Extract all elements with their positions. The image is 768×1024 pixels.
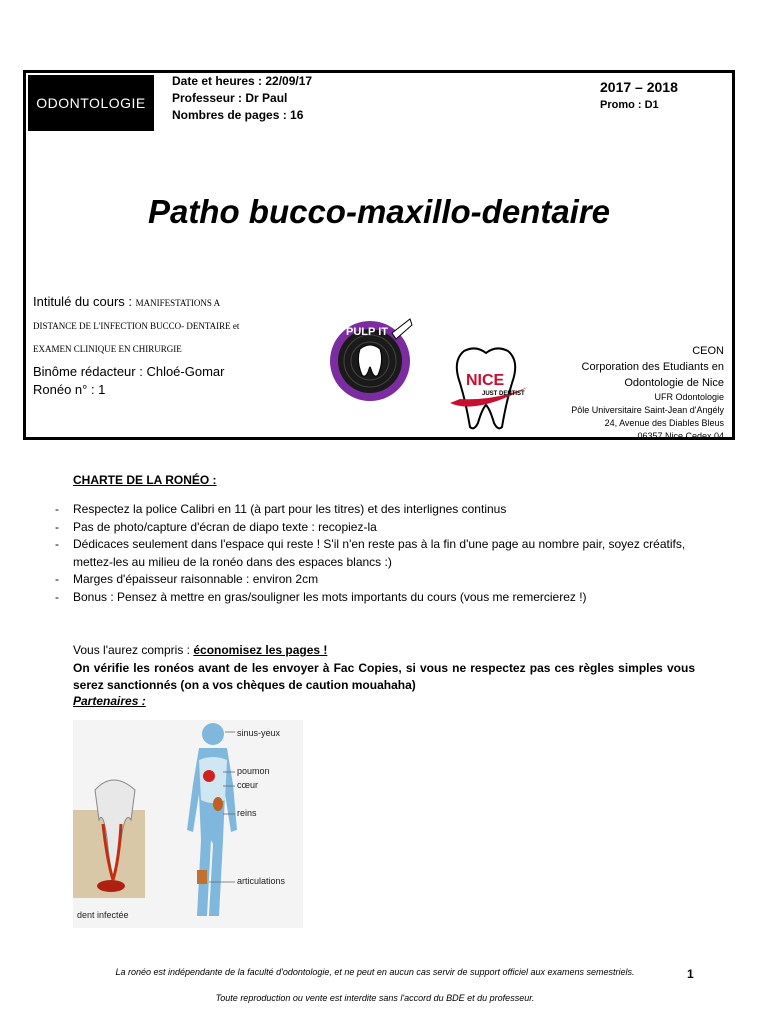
just-dentist-text: JUST DENTIST [482, 391, 525, 397]
org-line4: UFR Odontologie [654, 392, 724, 402]
org-line2: Corporation des Etudiants en [581, 361, 724, 373]
org-line3: Odontologie de Nice [624, 377, 724, 389]
org-line5: Pôle Universitaire Saint-Jean d'Angély [571, 405, 724, 415]
rule-item: - Dédicaces seulement dans l'espace qui reste ! S'il n'en reste pas à la fin d'une page au nombre pair, soyez créatifs, mettez-les au milieu de la ronéo dans des espaces blancs :) [55, 536, 695, 571]
body-illustration [73, 720, 303, 928]
roneo-line: Ronéo n° : 1 [33, 382, 106, 397]
charter-rules [55, 501, 695, 607]
org-line7: 06357 Nice Cedex 04 [637, 431, 724, 441]
rule-item: - Pas de photo/capture d'écran de diapo texte : recopiez-la [55, 519, 695, 537]
course-name-part2: DISTANCE DE L'INFECTION BUCCO- DENTAIRE [33, 321, 231, 331]
partners-heading: Partenaires : [73, 694, 146, 708]
logo-text: ODONTOLOGIE [36, 95, 146, 111]
label-joints: articulations [237, 876, 286, 886]
label-sinus-eyes: sinus-yeux [237, 728, 281, 738]
course-et: et [230, 321, 240, 331]
professor-line: Professeur : Dr Paul [172, 91, 288, 105]
label-heart: cœur [237, 780, 258, 790]
footer-disclaimer: La ronéo est indépendante de la faculté d'odontologie, et ne peut en aucun cas servir de support officiel aux examens semestriels. [115, 967, 635, 977]
promo: Promo : D1 [600, 99, 659, 111]
charter-title: CHARTE DE LA RONÉO : [73, 473, 217, 487]
heart-mark [203, 770, 215, 782]
nice-text: NICE [466, 372, 505, 389]
binome-line: Binôme rédacteur : Chloé-Gomar [33, 364, 225, 379]
footer-copyright: Toute reproduction ou vente est interdite sans l'accord du BDE et du professeur. [215, 993, 535, 1003]
header-box [23, 70, 735, 440]
course-name-part3: EXAMEN CLINIQUE EN CHIRURGIE [33, 344, 182, 354]
verification-notice: On vérifie les ronéos avant de les envoyer à Fac Copies, si vous ne respectez pas ces règles simples vous serez sanctionnés (on a vos chèques de caution mouahaha) [73, 661, 695, 692]
infection-diagram [73, 720, 303, 928]
understood-prefix: Vous l'aurez compris : [73, 643, 194, 657]
page-number: 1 [687, 967, 694, 981]
org-line1: CEON [692, 345, 724, 357]
label-infected-tooth: dent infectée [77, 910, 129, 920]
ceon-address [571, 343, 724, 443]
document-title: Patho bucco-maxillo-dentaire [147, 193, 611, 230]
binome-block [33, 363, 224, 399]
human-body [187, 723, 237, 916]
sticker-text: PULP IT [346, 326, 388, 338]
pages-line: Nombres de pages : 16 [172, 108, 304, 122]
course-title-block [33, 291, 323, 360]
date-line: Date et heures : 22/09/17 [172, 74, 313, 88]
label-lung: poumon [237, 766, 270, 776]
org-line6: 24, Avenue des Diables Bleus [604, 418, 724, 428]
rule-item: - Marges d'épaisseur raisonnable : environ 2cm [55, 571, 695, 589]
label-kidneys: reins [237, 808, 257, 818]
nice-tooth-logo [436, 343, 536, 433]
pulp-it-sticker [326, 313, 422, 405]
course-meta [172, 73, 312, 124]
academic-year: 2017 – 2018 [600, 79, 678, 95]
course-label: Intitulé du cours : [33, 294, 136, 309]
rule-item: - Bonus : Pensez à mettre en gras/souligner les mots importants du cours (vous me remercierez !) [55, 589, 695, 607]
understood-line [73, 642, 695, 659]
rule-item: - Respectez la police Calibri en 11 (à part pour les titres) et des interlignes continus [55, 501, 695, 519]
odontologie-logo [28, 75, 154, 131]
course-name-part1: MANIFESTATIONS A [135, 298, 221, 308]
save-pages-emphasis: économisez les pages ! [193, 643, 328, 657]
